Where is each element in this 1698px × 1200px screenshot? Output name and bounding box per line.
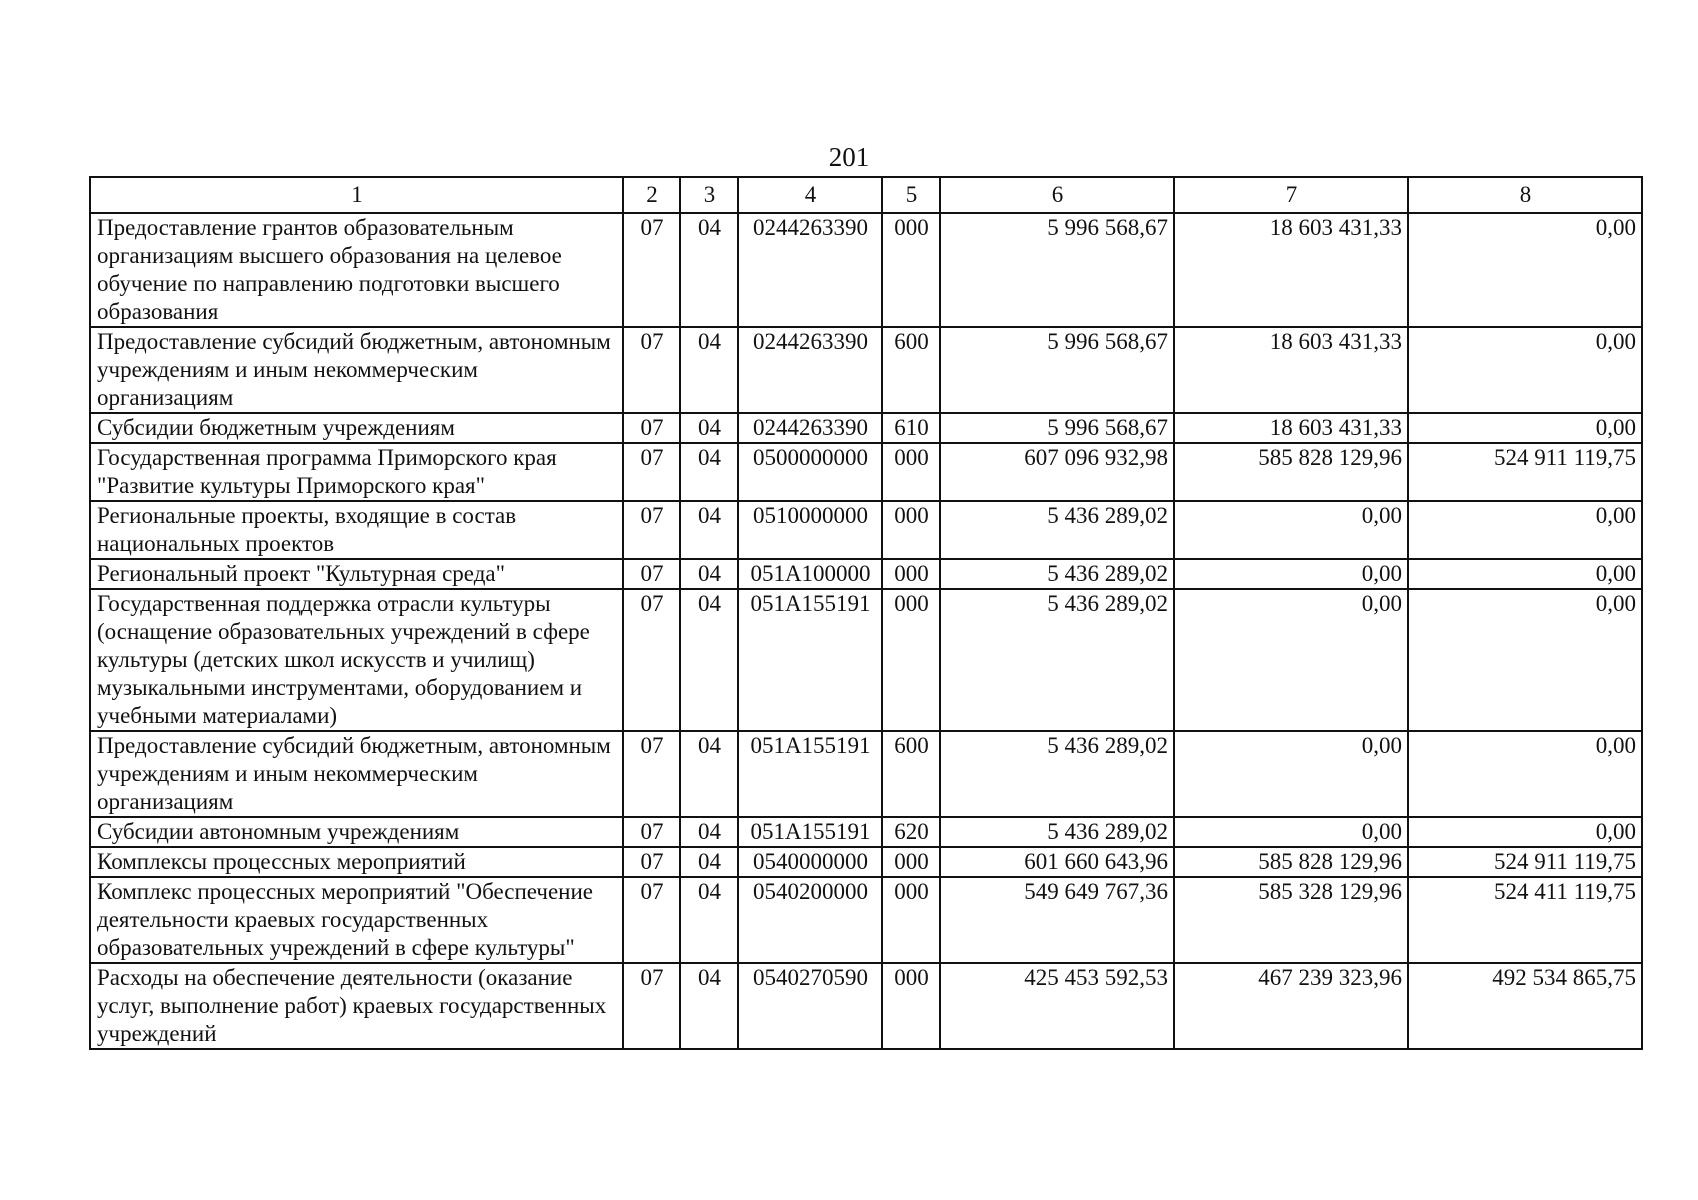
table-row <box>90 559 1642 589</box>
target-article-cell: 0500000000 <box>738 443 882 501</box>
subsection-code-cell: 04 <box>680 589 738 731</box>
target-article-cell: 0510000000 <box>738 501 882 559</box>
section-code-cell: 07 <box>623 413 680 443</box>
amount-col7-cell: 0,00 <box>1174 731 1408 817</box>
row-name-cell: Расходы на обеспечение деятельности (оказание услуг, выполнение работ) краевых государственных учреждений <box>90 963 623 1049</box>
amount-col6-cell: 5 996 568,67 <box>940 413 1174 443</box>
row-name-cell: Региональный проект "Культурная среда" <box>90 559 623 589</box>
header-cell-1: 1 <box>90 177 623 213</box>
table-body <box>90 213 1642 1049</box>
header-cell-3: 3 <box>680 177 738 213</box>
subsection-code-cell: 04 <box>680 413 738 443</box>
amount-col8-cell: 0,00 <box>1408 413 1642 443</box>
amount-col7-cell: 585 328 129,96 <box>1174 877 1408 963</box>
expense-type-cell: 620 <box>882 817 940 847</box>
section-code-cell: 07 <box>623 327 680 413</box>
subsection-code-cell: 04 <box>680 443 738 501</box>
amount-col7-cell: 18 603 431,33 <box>1174 413 1408 443</box>
target-article-cell: 0540200000 <box>738 877 882 963</box>
amount-col6-cell: 549 649 767,36 <box>940 877 1174 963</box>
table-row <box>90 501 1642 559</box>
amount-col7-cell: 18 603 431,33 <box>1174 213 1408 327</box>
page-number: 201 <box>828 142 870 172</box>
row-name-cell: Предоставление субсидий бюджетным, автономным учреждениям и иным некоммерческим организациям <box>90 731 623 817</box>
table-row <box>90 589 1642 731</box>
amount-col6-cell: 5 436 289,02 <box>940 559 1174 589</box>
subsection-code-cell: 04 <box>680 327 738 413</box>
expense-type-cell: 000 <box>882 213 940 327</box>
amount-col6-cell: 5 436 289,02 <box>940 589 1174 731</box>
subsection-code-cell: 04 <box>680 877 738 963</box>
subsection-code-cell: 04 <box>680 559 738 589</box>
table-row <box>90 877 1642 963</box>
amount-col8-cell: 0,00 <box>1408 213 1642 327</box>
target-article-cell: 0540000000 <box>738 847 882 877</box>
target-article-cell: 0540270590 <box>738 963 882 1049</box>
target-article-cell: 051А100000 <box>738 559 882 589</box>
amount-col6-cell: 601 660 643,96 <box>940 847 1174 877</box>
section-code-cell: 07 <box>623 847 680 877</box>
amount-col6-cell: 425 453 592,53 <box>940 963 1174 1049</box>
header-cell-6: 6 <box>940 177 1174 213</box>
table-row <box>90 413 1642 443</box>
amount-col8-cell: 524 911 119,75 <box>1408 847 1642 877</box>
amount-col6-cell: 5 996 568,67 <box>940 213 1174 327</box>
expense-type-cell: 000 <box>882 963 940 1049</box>
amount-col7-cell: 0,00 <box>1174 559 1408 589</box>
target-article-cell: 051А155191 <box>738 731 882 817</box>
section-code-cell: 07 <box>623 443 680 501</box>
header-cell-5: 5 <box>882 177 940 213</box>
amount-col6-cell: 5 996 568,67 <box>940 327 1174 413</box>
target-article-cell: 051А155191 <box>738 817 882 847</box>
target-article-cell: 0244263390 <box>738 413 882 443</box>
header-cell-7: 7 <box>1174 177 1408 213</box>
amount-col8-cell: 524 411 119,75 <box>1408 877 1642 963</box>
target-article-cell: 0244263390 <box>738 327 882 413</box>
row-name-cell: Комплексы процессных мероприятий <box>90 847 623 877</box>
section-code-cell: 07 <box>623 559 680 589</box>
amount-col8-cell: 0,00 <box>1408 501 1642 559</box>
amount-col8-cell: 0,00 <box>1408 731 1642 817</box>
amount-col7-cell: 0,00 <box>1174 589 1408 731</box>
table-row <box>90 963 1642 1049</box>
subsection-code-cell: 04 <box>680 731 738 817</box>
section-code-cell: 07 <box>623 213 680 327</box>
amount-col6-cell: 607 096 932,98 <box>940 443 1174 501</box>
amount-col8-cell: 0,00 <box>1408 589 1642 731</box>
amount-col7-cell: 585 828 129,96 <box>1174 847 1408 877</box>
header-cell-4: 4 <box>738 177 882 213</box>
expense-type-cell: 000 <box>882 847 940 877</box>
row-name-cell: Комплекс процессных мероприятий "Обеспечение деятельности краевых государственных образовательных учреждений в сфере культуры" <box>90 877 623 963</box>
header-cell-8: 8 <box>1408 177 1642 213</box>
section-code-cell: 07 <box>623 817 680 847</box>
subsection-code-cell: 04 <box>680 817 738 847</box>
table-row <box>90 327 1642 413</box>
amount-col7-cell: 18 603 431,33 <box>1174 327 1408 413</box>
section-code-cell: 07 <box>623 877 680 963</box>
subsection-code-cell: 04 <box>680 847 738 877</box>
subsection-code-cell: 04 <box>680 963 738 1049</box>
table-row <box>90 847 1642 877</box>
section-code-cell: 07 <box>623 963 680 1049</box>
header-cell-2: 2 <box>623 177 680 213</box>
expense-type-cell: 000 <box>882 877 940 963</box>
row-name-cell: Субсидии бюджетным учреждениям <box>90 413 623 443</box>
amount-col8-cell: 0,00 <box>1408 817 1642 847</box>
table-row <box>90 731 1642 817</box>
row-name-cell: Государственная поддержка отрасли культуры (оснащение образовательных учреждений в сфере культуры (детских школ искусств и училищ) музыкальными инструментами, оборудованием и учебными материалами) <box>90 589 623 731</box>
subsection-code-cell: 04 <box>680 213 738 327</box>
section-code-cell: 07 <box>623 731 680 817</box>
row-name-cell: Региональные проекты, входящие в состав национальных проектов <box>90 501 623 559</box>
amount-col7-cell: 0,00 <box>1174 817 1408 847</box>
target-article-cell: 051А155191 <box>738 589 882 731</box>
expense-type-cell: 000 <box>882 559 940 589</box>
header-row <box>90 177 1642 213</box>
table-row <box>90 213 1642 327</box>
amount-col8-cell: 524 911 119,75 <box>1408 443 1642 501</box>
expense-type-cell: 610 <box>882 413 940 443</box>
table-row <box>90 817 1642 847</box>
amount-col7-cell: 467 239 323,96 <box>1174 963 1408 1049</box>
expense-type-cell: 000 <box>882 501 940 559</box>
row-name-cell: Предоставление субсидий бюджетным, автономным учреждениям и иным некоммерческим организациям <box>90 327 623 413</box>
expense-type-cell: 600 <box>882 327 940 413</box>
expense-type-cell: 000 <box>882 443 940 501</box>
table-row <box>90 443 1642 501</box>
amount-col8-cell: 492 534 865,75 <box>1408 963 1642 1049</box>
section-code-cell: 07 <box>623 589 680 731</box>
row-name-cell: Субсидии автономным учреждениям <box>90 817 623 847</box>
row-name-cell: Предоставление грантов образовательным организациям высшего образования на целевое обучение по направлению подготовки высшего образования <box>90 213 623 327</box>
subsection-code-cell: 04 <box>680 501 738 559</box>
amount-col8-cell: 0,00 <box>1408 327 1642 413</box>
amount-col6-cell: 5 436 289,02 <box>940 731 1174 817</box>
amount-col7-cell: 585 828 129,96 <box>1174 443 1408 501</box>
amount-col6-cell: 5 436 289,02 <box>940 817 1174 847</box>
section-code-cell: 07 <box>623 501 680 559</box>
target-article-cell: 0244263390 <box>738 213 882 327</box>
expense-type-cell: 600 <box>882 731 940 817</box>
amount-col6-cell: 5 436 289,02 <box>940 501 1174 559</box>
amount-col8-cell: 0,00 <box>1408 559 1642 589</box>
row-name-cell: Государственная программа Приморского края "Развитие культуры Приморского края" <box>90 443 623 501</box>
expense-type-cell: 000 <box>882 589 940 731</box>
amount-col7-cell: 0,00 <box>1174 501 1408 559</box>
budget-table <box>89 176 1643 1050</box>
